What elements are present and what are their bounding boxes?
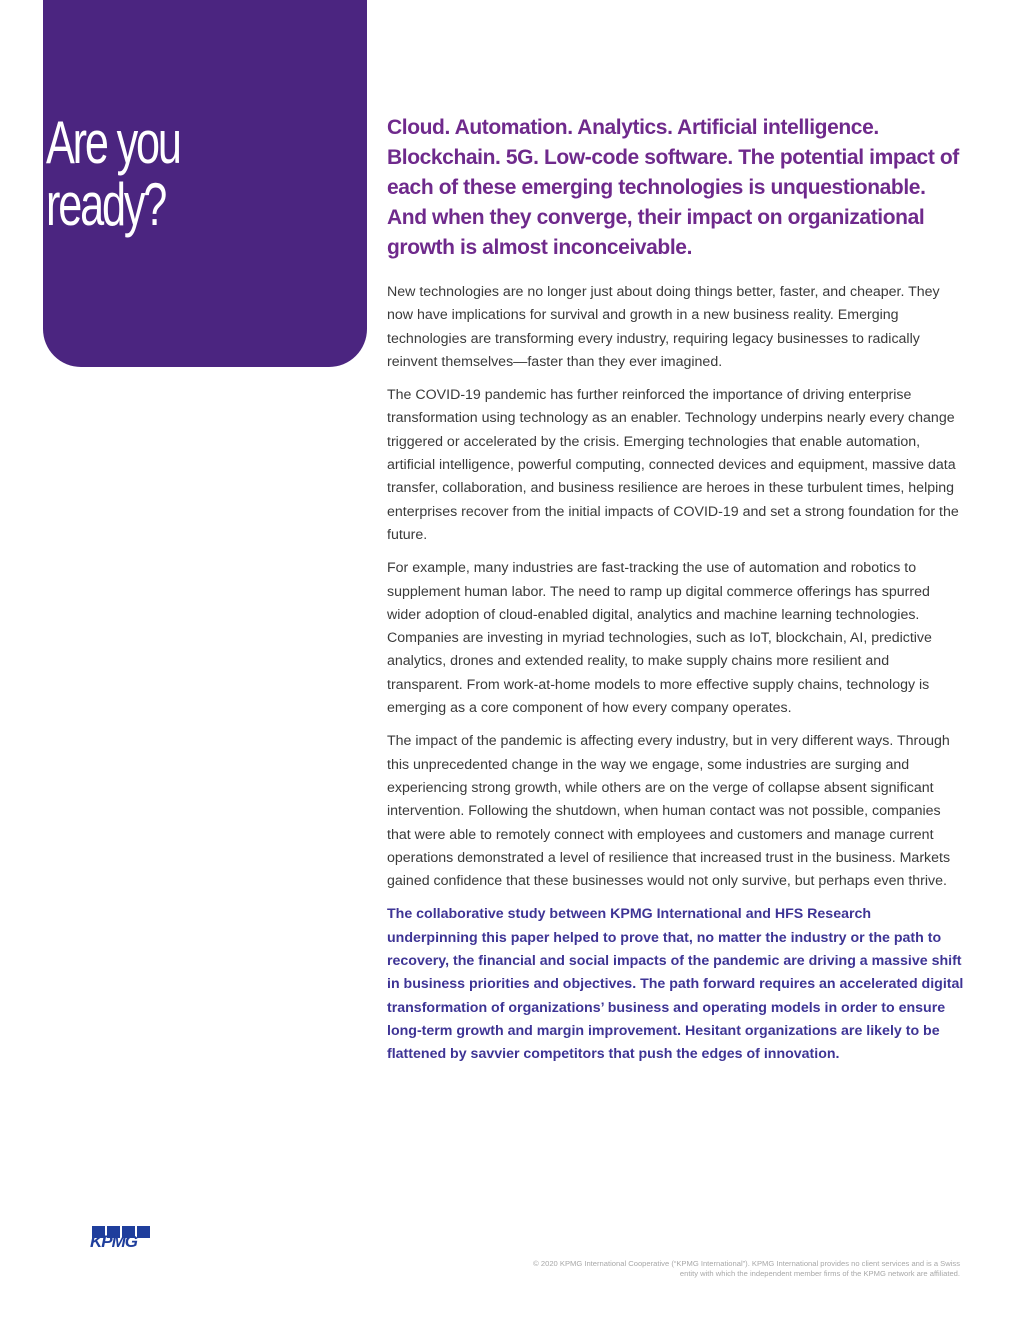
body-paragraph-2: The COVID-19 pandemic has further reinforced the importance of driving enterprise transformation using technology as an enabler. Technology underpins nearly every change triggered or accelerated by the crisis. Emerging technologies that enable automation, artificial intelligence, powerful computing, connected devices and equipment, massive data transfer, collaboration, and business resilience are heroes in these turbulent times, helping enterprises recover from the initial impacts of COVID-19 and set a strong foundation for the future. <box>387 387 959 543</box>
page-title-line-2: ready? <box>46 171 166 238</box>
page-title <box>46 109 180 238</box>
page-title-line-1: Are you <box>46 109 180 176</box>
copyright-notice <box>490 1259 960 1279</box>
main-content <box>387 113 965 1067</box>
copyright-line-2: entity with which the independent member firms of the KPMG network are affiliated. <box>679 1269 960 1278</box>
body-paragraph-3: For example, many industries are fast-tracking the use of automation and robotics to supplement human labor. The need to ramp up digital commerce offerings has spurred wider adoption of cloud-enabled digital, analytics and machine learning technologies. Companies are investing in myriad technologies, such as IoT, blockchain, AI, predictive analytics, drones and extended reality, to make supply chains more resilient and transparent. From work-at-home models to more effective supply chains, technology is emerging as a core component of how every company operates. <box>387 560 932 717</box>
closing-paragraph: The collaborative study between KPMG International and HFS Research underpinning this paper helped to prove that, no matter the industry or the path to recovery, the financial and social impacts of the pandemic are driving a massive shift in business priorities and objectives. The path forward requires an accelerated digital transformation of organizations’ business and operating models in order to ensure long-term growth and margin improvement. Hesitant organizations are likely to be flattened by savvier competitors that push the edges of innovation. <box>387 906 964 1063</box>
lead-paragraph: Cloud. Automation. Analytics. Artificial intelligence. Blockchain. 5G. Low-code software. The potential impact of each of these emerging technologies is unquestionable. And when they converge, their impact on organizational growth is almost inconceivable. <box>387 116 959 259</box>
body-paragraph-4: The impact of the pandemic is affecting every industry, but in very different ways. Through this unprecedented change in the way we engage, some industries are surging and experiencing strong growth, while others are on the verge of collapse absent significant intervention. Following the shutdown, when human contact was not possible, companies that were able to remotely connect with employees and customers and manage current operations demonstrated a level of resilience that increased trust in the business. Markets gained confidence that these businesses would not only survive, but perhaps even thrive. <box>387 733 951 890</box>
body-paragraph-1: New technologies are no longer just about doing things better, faster, and cheaper. They now have implications for survival and growth in a new business reality. Emerging technologies are transforming every industry, requiring legacy businesses to radically reinvent themselves—faster than they ever imagined. <box>387 284 940 370</box>
logo-box-4 <box>137 1226 150 1238</box>
kpmg-logo <box>90 1226 154 1252</box>
logo-text: KPMG <box>90 1232 137 1251</box>
copyright-line-1: © 2020 KPMG International Cooperative (“KPMG International”). KPMG International provides no client services and is a Swiss <box>533 1259 960 1268</box>
